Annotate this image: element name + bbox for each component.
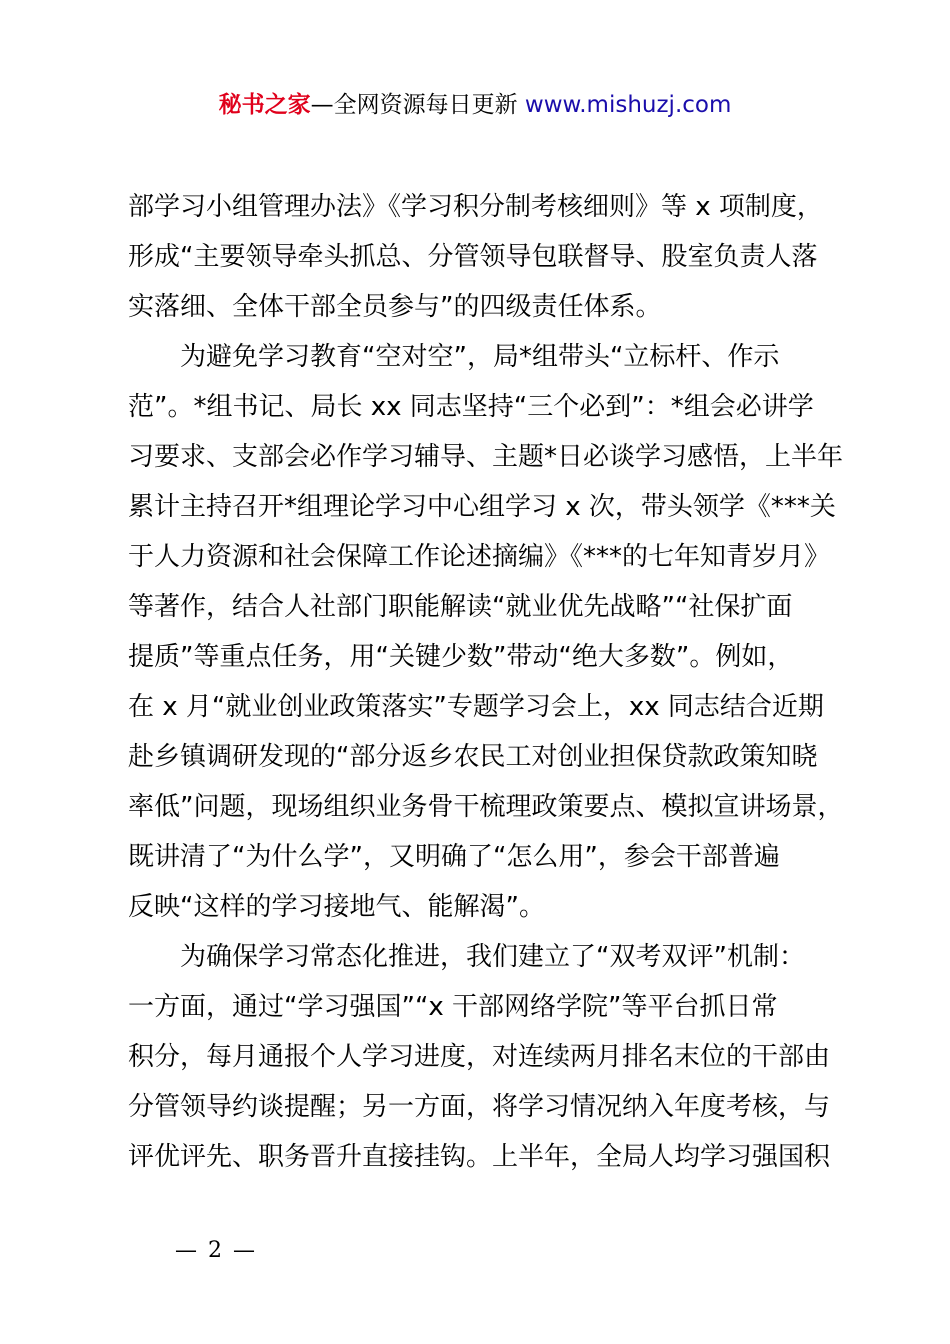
text-line: 率低”问题，现场组织业务骨干梳理政策要点、模拟宣讲场景， bbox=[128, 792, 844, 822]
text-line: 等著作，结合人社部门职能解读“就业优先战略”“社保扩面 bbox=[128, 592, 793, 622]
page-number: — 2 — bbox=[175, 1238, 257, 1263]
site-header bbox=[0, 88, 950, 122]
text-line: 实落细、全体干部全员参与”的四级责任体系。 bbox=[128, 292, 662, 322]
text-line: 在 x 月“就业创业政策落实”专题学习会上，xx 同志结合近期 bbox=[128, 692, 824, 722]
paragraph-start-line: 为确保学习常态化推进，我们建立了“双考双评”机制： bbox=[180, 942, 805, 972]
text-line: 反映“这样的学习接地气、能解渴”。 bbox=[128, 892, 545, 922]
text-line: 赴乡镇调研发现的“部分返乡农民工对创业担保贷款政策知晓 bbox=[128, 742, 818, 772]
text-line: 累计主持召开*组理论学习中心组学习 x 次，带头领学《***关 bbox=[128, 492, 836, 522]
text-line: 评优评先、职务晋升直接挂钩。上半年，全局人均学习强国积 bbox=[128, 1142, 831, 1172]
text-line: 形成“主要领导牵头抓总、分管领导包联督导、股室负责人落 bbox=[128, 242, 818, 272]
text-line: 提质”等重点任务，用“关键少数”带动“绝大多数”。例如， bbox=[128, 642, 794, 672]
text-line: 习要求、支部会必作学习辅导、主题*日必谈学习感悟，上半年 bbox=[128, 442, 844, 472]
text-line: 分管领导约谈提醒；另一方面，将学习情况纳入年度考核，与 bbox=[128, 1092, 831, 1122]
site-tagline: —全网资源每日更新 bbox=[310, 92, 518, 118]
site-url-link[interactable]: www.mishuzj.com bbox=[524, 92, 732, 118]
site-brand: 秘书之家 bbox=[218, 92, 311, 118]
text-line: 既讲清了“为什么学”，又明确了“怎么用”，参会干部普遍 bbox=[128, 842, 780, 872]
text-line: 积分，每月通报个人学习进度，对连续两月排名末位的干部由 bbox=[128, 1042, 831, 1072]
text-line: 范”。*组书记、局长 xx 同志坚持“三个必到”：*组会必讲学 bbox=[128, 392, 814, 422]
text-line: 部学习小组管理办法》《学习积分制考核细则》等 x 项制度， bbox=[128, 192, 823, 222]
text-line: 于人力资源和社会保障工作论述摘编》《***的七年知青岁月》 bbox=[128, 542, 831, 572]
text-line: 一方面，通过“学习强国”“x 干部网络学院”等平台抓日常 bbox=[128, 992, 778, 1022]
document-body bbox=[128, 182, 844, 1182]
paragraph-start-line: 为避免学习教育“空对空”，局*组带头“立标杆、作示 bbox=[180, 342, 780, 372]
